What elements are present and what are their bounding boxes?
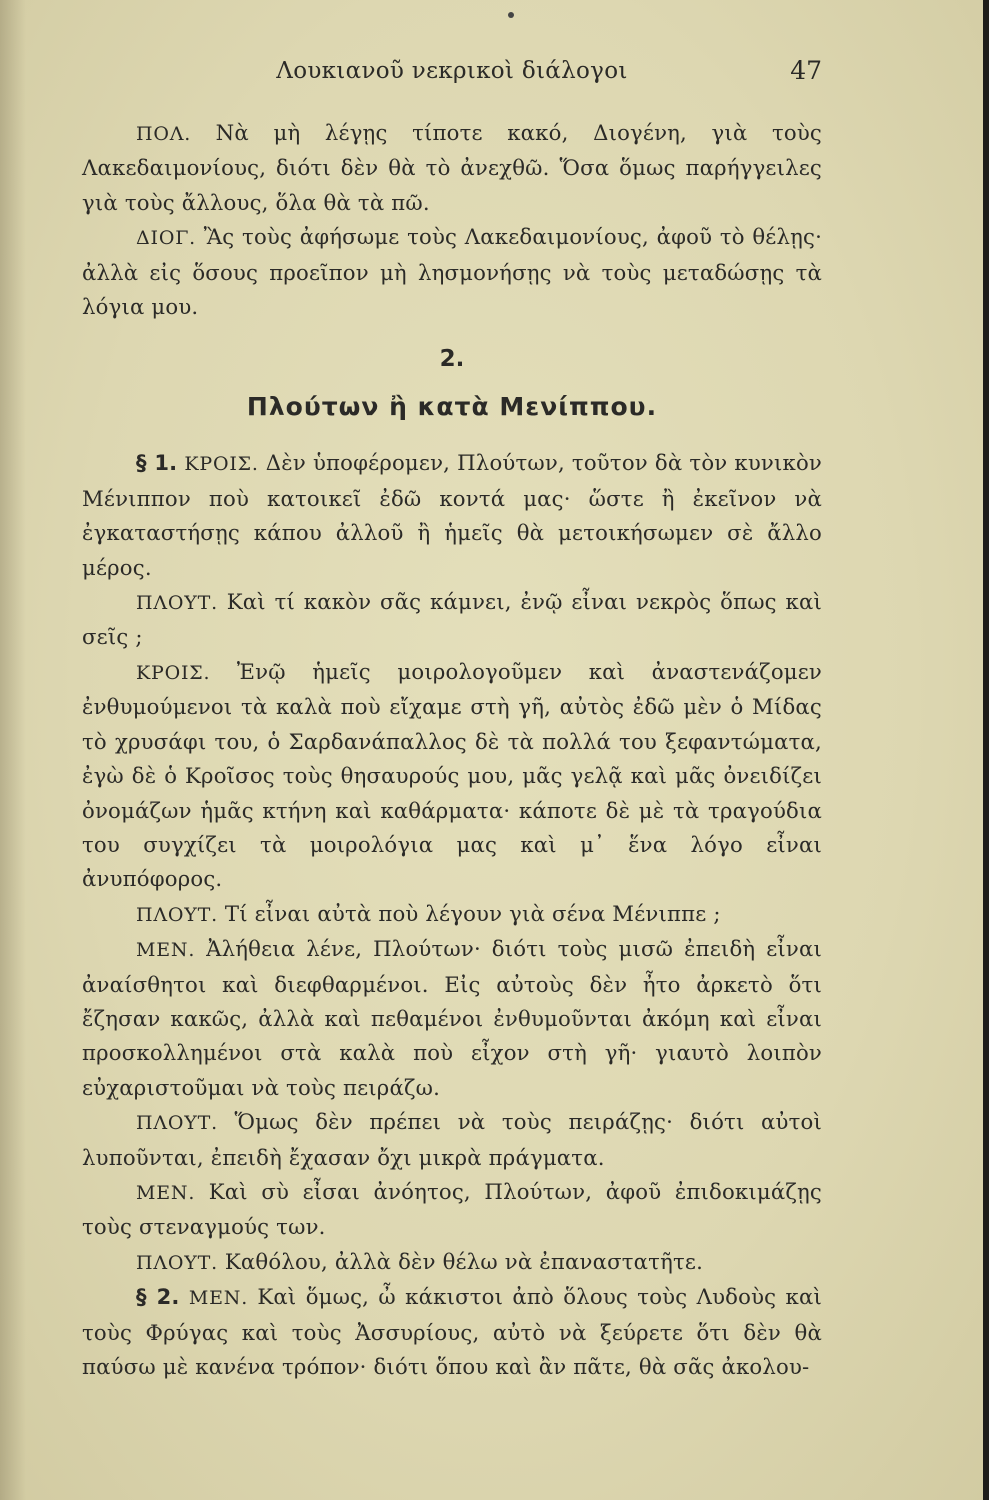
paragraph-text: Τί εἶναι αὐτὰ ποὺ λέγουν γιὰ σένα Μένιππε ; xyxy=(224,900,721,926)
running-header xyxy=(82,52,822,92)
paragraph xyxy=(82,585,822,655)
paragraph xyxy=(82,446,822,585)
speaker-label: ΠΛΟΥΤ. xyxy=(136,1251,218,1274)
paragraph xyxy=(82,220,822,324)
paragraph-text: Δὲν ὑποφέρομεν, Πλούτων, τοῦτον δὰ τὸν κυνικὸν Μένιππον ποὺ κατοικεῖ ἐδῶ κοντά μας· ὥστε ἢ ἐκεῖνον νὰ ἐγκαταστήσῃς κάπου ἀλλοῦ ἢ ἡμεῖς θὰ μετοικήσωμεν σὲ ἄλλο μέρος. xyxy=(82,450,822,580)
paragraph-text: Ἂς τοὺς ἀφήσωμε τοὺς Λακεδαιμονίους, ἀφοῦ τὸ θέλῃς· ἀλλὰ εἰς ὅσους προεῖπον μὴ λησμονήσῃς νὰ τοὺς μεταδώσῃς τὰ λόγια μου. xyxy=(82,224,823,320)
paragraph xyxy=(82,1175,822,1245)
speaker-label: ΠΛΟΥΤ. xyxy=(136,903,218,926)
speaker-label: ΠΟΛ. xyxy=(136,123,192,145)
speaker-label: ΠΛΟΥΤ. xyxy=(136,592,218,615)
speaker-label: ΜΕΝ. xyxy=(136,939,196,962)
paragraph xyxy=(82,1105,822,1175)
binding-shadow xyxy=(0,0,26,1500)
speaker-label: ΚΡΟΙΣ. xyxy=(184,453,259,476)
speaker-label: ΜΕΝ. xyxy=(188,1287,249,1310)
dialogue-title: Πλούτων ἢ κατὰ Μενίππου. xyxy=(246,392,658,422)
header-title: Λουκιανοῦ νεκρικοὶ διάλογοι xyxy=(276,58,628,84)
paragraph xyxy=(82,116,822,220)
paragraph xyxy=(82,897,822,932)
paragraph-text: Καὶ ὅμως, ὦ κάκιστοι ἀπὸ ὅλους τοὺς Λυδοὺς καὶ τοὺς Φρύγας καὶ τοὺς Ἀσσυρίους, αὐτὸ νὰ ξεύρετε ὅτι δὲν θὰ παύσω μὲ κανένα τρόπον· διότι ὅπου καὶ ἂν πᾶτε, θὰ σᾶς ἀκολου- xyxy=(82,1284,822,1379)
paragraph-text: Ἐνῷ ἡμεῖς μοιρολογοῦμεν καὶ ἀναστενάζομεν ἐνθυμούμενοι τὰ καλὰ ποὺ εἴχαμε στὴ γῆ, αὐτὸς ἐδῶ μὲν ὁ Μίδας τὸ χρυσάφι του, ὁ Σαρδανάπαλλος δὲ τὰ πολλά του ξεφαντώματα, ἐγὼ δὲ ὁ Κροῖσος τοὺς θησαυρούς μου, μᾶς γελᾷ καὶ μᾶς ὀνειδίζει ὀνομάζων ἡμᾶς κτήνη καὶ καθάρματα· κάποτε δὲ μὲ τὰ τραγούδια του συγχίζει τὰ μοιρολόγια μας καὶ μ᾽ ἕνα λόγο εἶναι ἀνυπόφορος. xyxy=(82,658,822,892)
paragraph-text: Καὶ σὺ εἶσαι ἀνόητος, Πλούτων, ἀφοῦ ἐπιδοκιμάζῃς τοὺς στεναγμούς των. xyxy=(82,1178,822,1240)
paragraph-text: Καὶ τί κακὸν σᾶς κάμνει, ἐνῷ εἶναι νεκρὸς ὅπως καὶ σεῖς ; xyxy=(82,589,822,650)
speaker-label: ΔΙΟΓ. xyxy=(136,227,197,250)
speaker-label: ΠΛΟΥΤ. xyxy=(136,1112,218,1135)
paragraph-text: Καθόλου, ἀλλὰ δὲν θέλω νὰ ἐπαναστατῆτε. xyxy=(224,1248,704,1274)
paragraph-text: Νὰ μὴ λέγῃς τίποτε κακό, Διογένη, γιὰ τοὺς Λακεδαιμονίους, διότι δὲν θὰ τὸ ἀνεχθῶ. Ὅσα ὅμως παρήγγειλες γιὰ τοὺς ἄλλους, ὅλα θὰ τὰ πῶ. xyxy=(82,120,822,215)
paragraph xyxy=(82,1245,822,1280)
paragraph xyxy=(82,655,822,897)
paragraph xyxy=(82,932,822,1105)
section-number: 2. xyxy=(439,346,465,373)
section-mark: § 1. xyxy=(136,451,178,476)
paragraph-text: Ὅμως δὲν πρέπει νὰ τοὺς πειράζῃς· διότι αὐτοὶ λυποῦνται, ἐπειδὴ ἔχασαν ὄχι μικρὰ πράγματα. xyxy=(82,1109,822,1170)
ink-speck xyxy=(508,12,514,18)
text-body xyxy=(82,116,822,1384)
page-edge xyxy=(983,0,989,1500)
speaker-label: ΜΕΝ. xyxy=(136,1181,196,1204)
speaker-label: ΚΡΟΙΣ. xyxy=(136,661,211,684)
paragraph-text: Ἀλήθεια λένε, Πλούτων· διότι τοὺς μισῶ ἐπειδὴ εἶναι ἀναίσθητοι καὶ διεφθαρμένοι. Εἰς αὐτοὺς δὲν ἦτο ἀρκετὸ ὅτι ἔζησαν κακῶς, ἀλλὰ καὶ πεθαμένοι ἐνθυμοῦνται ἀκόμη καὶ εἶναι προσκολλημένοι στὰ καλὰ ποὺ εἶχον στὴ γῆ· γιαυτὸ λοιπὸν εὐχαριστοῦμαι νὰ τοὺς πειράζω. xyxy=(82,936,822,1100)
page-number: 47 xyxy=(790,56,822,85)
paragraph xyxy=(82,1280,822,1384)
section-mark: § 2. xyxy=(136,1285,180,1310)
